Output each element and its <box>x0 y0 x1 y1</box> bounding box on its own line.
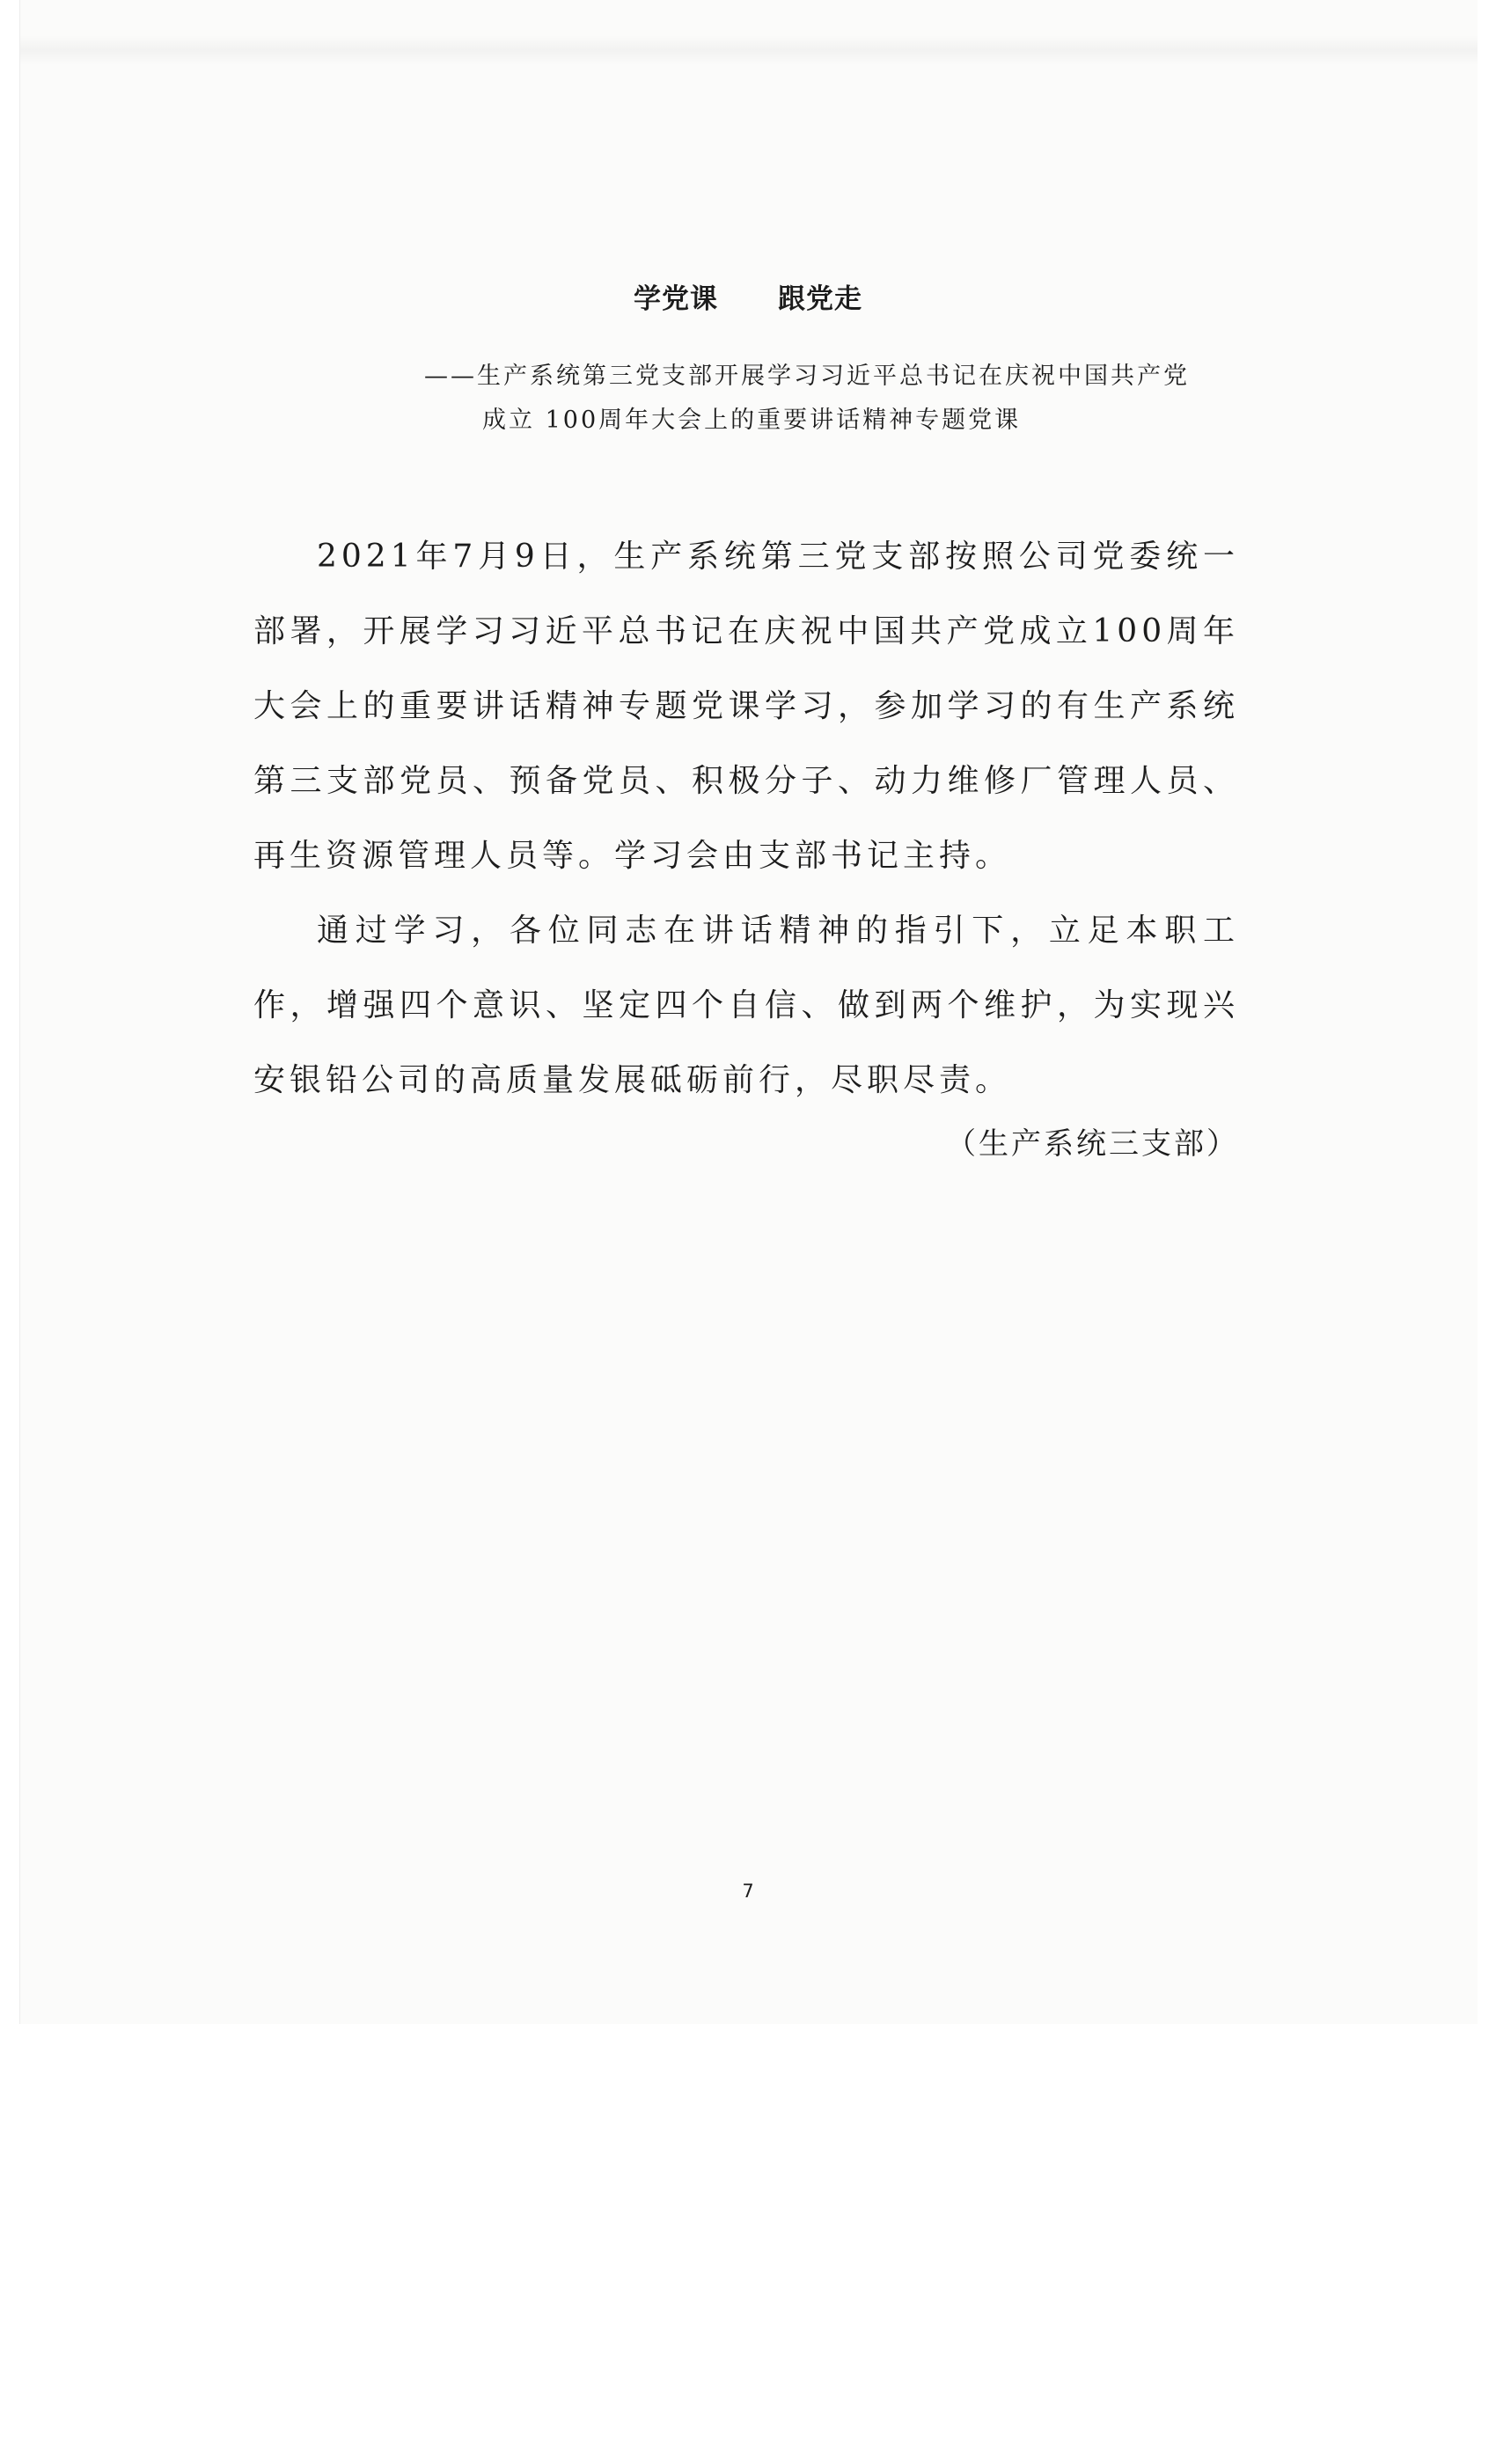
title-part-1: 学党课 <box>634 283 718 315</box>
subtitle-line-2: 成立 100周年大会上的重要讲话精神专题党课 <box>482 407 1022 434</box>
scan-shadow-line <box>20 35 1478 65</box>
document-title <box>0 280 1496 319</box>
paragraph-1: 2021年7月9日，生产系统第三党支部按照公司党委统一部署，开展学习习近平总书记在庆祝中国共产党成立100周年大会上的重要讲话精神专题党课学习，参加学习的有生产系统第三支部党员、预备党员、积极分子、动力维修厂管理人员、再生资源管理人员等。学习会由支部书记主持。 <box>253 539 1239 874</box>
subtitle-line-1: ——生产系统第三党支部开展学习习近平总书记在庆祝中国共产党 <box>424 363 1190 390</box>
paragraph-2: 通过学习，各位同志在讲话精神的指引下，立足本职工作，增强四个意识、坚定四个自信、做到两个维护，为实现兴安银铅公司的高质量发展砥砺前行，尽职尽责。 <box>253 913 1239 1098</box>
page-number: 7 <box>742 1881 754 1902</box>
document-body <box>253 519 1239 1118</box>
signature: （生产系统三支部） <box>946 1126 1239 1162</box>
title-part-2: 跟党走 <box>778 283 862 315</box>
